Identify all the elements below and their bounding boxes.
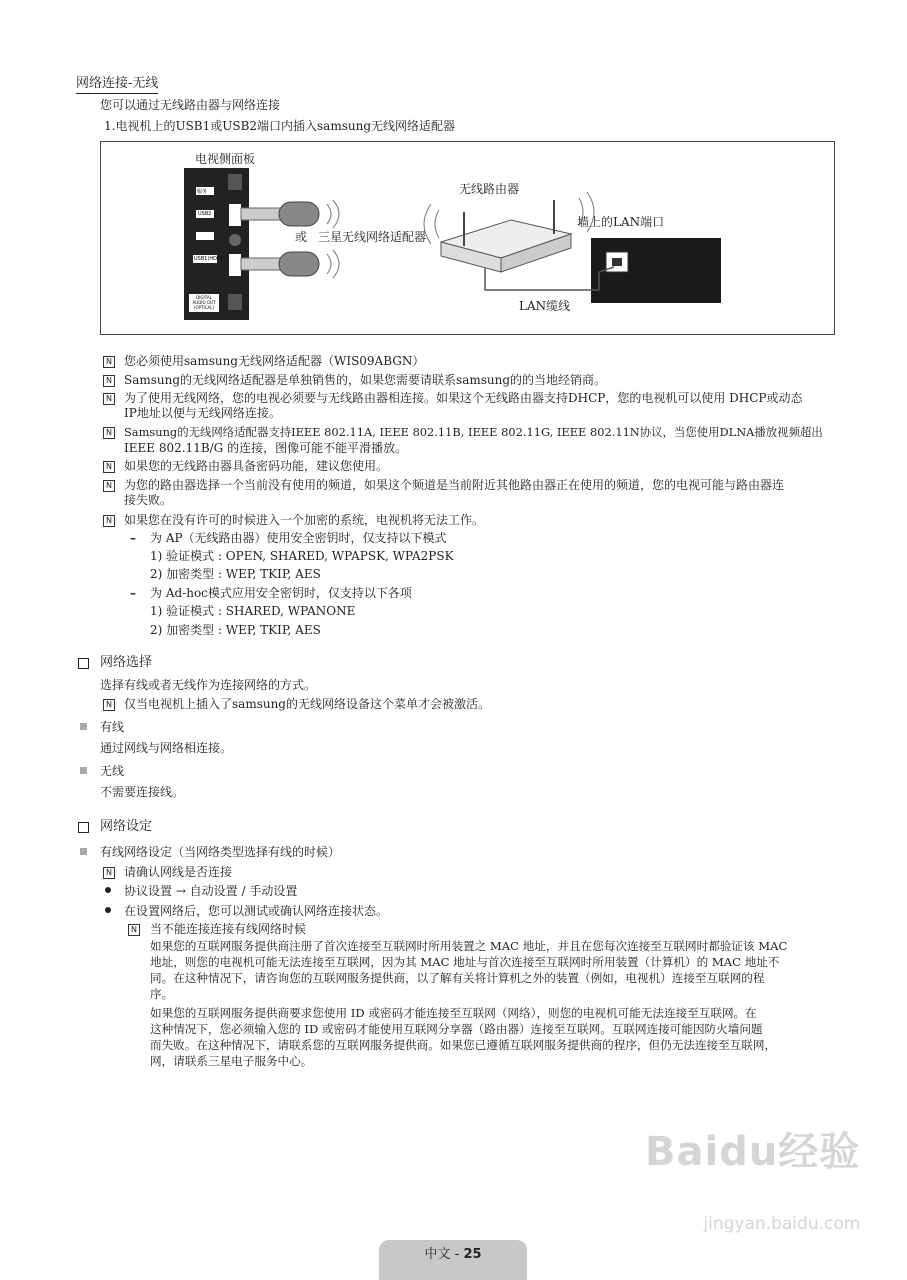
id-paragraph-line-4: 网，请联系三星电子服务中心。 (150, 1054, 313, 1068)
ap-mode-text: 为 AP（无线路由器）使用安全密钥时，仅支持以下模式 (150, 531, 447, 545)
usb2-port (229, 204, 241, 226)
note-icon: N (103, 515, 115, 527)
footer-language: 中文 - (424, 1247, 460, 1262)
adapter-connector (241, 258, 281, 270)
dash-mark: – (130, 531, 136, 545)
port-label-usb2: USB2 (198, 211, 212, 217)
wireless-adapter-usb1 (279, 252, 319, 276)
note-6-line-1: 为您的路由器选择一个当前没有使用的频道，如果这个频道是当前附近其他路由器正在使用的频道，您的电视可能与路由器连 (124, 478, 785, 492)
note-4-line-2: IEEE 802.11B/G 的连接，图像可能不能平滑播放。 (124, 441, 408, 455)
or-label: 或 (295, 230, 308, 244)
cannot-connect-note: 当不能连接连接有线网络时候 (150, 922, 307, 936)
note-3-line-1: 为了使用无线网络，您的电视必须要与无线路由器相连接。如果这个无线路由器支持DHCP，您的电视机可以使用 DHCP或动态 (124, 391, 803, 405)
adhoc-auth-mode: 1) 验证模式 : SHARED, WPANONE (150, 604, 356, 618)
note-4-line-1: Samsung的无线网络适配器支持IEEE 802.11A, IEEE 802.11B, IEEE 802.11G, IEEE 802.11N协议，当您使用DLNA播放视频超出 (124, 425, 823, 439)
page-number: 25 (463, 1247, 482, 1262)
router-label: 无线路由器 (459, 182, 520, 196)
bullet-square (80, 767, 87, 774)
baidu-watermark (645, 1130, 860, 1234)
test-connection: 在设置网络后，您可以测试或确认网络连接状态。 (124, 904, 389, 918)
port-label-service: 服务 (197, 189, 208, 195)
network-select-desc: 选择有线或者无线作为连接网络的方式。 (100, 678, 317, 692)
mac-paragraph-line-2: 地址，则您的电视机可能无法连接至互联网，因为其 MAC 地址与首次连接至互联网时所用装置（计算机）的 MAC 地址不 (150, 955, 780, 969)
wired-label: 有线 (100, 720, 125, 734)
confirm-cable-note: 请确认网线是否连接 (124, 865, 233, 879)
note-6-line-2: 接失败。 (124, 493, 173, 507)
wall-lan-label: 墙上的LAN端口 (577, 215, 665, 229)
note-icon: N (103, 356, 115, 368)
adapter-connector (241, 208, 281, 220)
router-signal (424, 204, 439, 244)
page-footer (379, 1240, 527, 1280)
adhoc-mode-text: 为 Ad-hoc模式应用安全密钥时，仅支持以下各项 (150, 586, 412, 600)
id-paragraph-line-3: 而失败。在这种情况下，请联系您的互联网服务提供商。如果您已遵循互联网服务提供商的程序，但仍无法连接至互联网， (150, 1038, 777, 1052)
usb1-port (229, 254, 241, 276)
lan-cable-label: LAN缆线 (519, 299, 571, 313)
note-icon: N (103, 461, 115, 473)
note-5: 如果您的无线路由器具备密码功能，建议您使用。 (124, 459, 389, 473)
watermark-brand: Baidu经验 (645, 1129, 861, 1175)
step-1-text: 1.电视机上的USB1或USB2端口内插入samsung无线网络适配器 (104, 119, 456, 133)
bullet-square (80, 723, 87, 730)
wired-setup-label: 有线网络设定（当网络类型选择有线的时候） (100, 845, 341, 859)
ap-encryption: 2) 加密类型 : WEP, TKIP, AES (150, 567, 321, 581)
protocol-setting: 协议设置 → 自动设置 / 手动设置 (124, 884, 298, 898)
network-setup-title: 网络设定 (100, 819, 153, 834)
note-icon: N (103, 393, 115, 405)
port-connector (228, 294, 242, 310)
id-paragraph-line-2: 这种情况下，您必须输入您的 ID 或密码才能使用互联网分享器（路由器）连接至互联网。互联网连接可能因防火墙问题 (150, 1022, 763, 1036)
tv-panel-label: 电视侧面板 (195, 152, 256, 166)
id-paragraph-line-1: 如果您的互联网服务提供商要求您使用 ID 或密码才能连接至互联网（网络），则您的电视机可能无法连接至互联网。在 (150, 1006, 757, 1020)
mac-paragraph-line-4: 序。 (150, 987, 174, 1001)
wireless-signal (327, 250, 339, 278)
section-box-icon (78, 822, 89, 833)
ap-auth-mode: 1) 验证模式 : OPEN, SHARED, WPAPSK, WPA2PSK (150, 549, 454, 563)
note-2: Samsung的无线网络适配器是单独销售的，如果您需要请联系samsung的的当地经销商。 (124, 373, 607, 387)
adhoc-encryption: 2) 加密类型 : WEP, TKIP, AES (150, 623, 321, 637)
intro-text: 您可以通过无线路由器与网络连接 (100, 98, 281, 112)
wired-desc: 通过网线与网络相连接。 (100, 741, 233, 755)
mac-paragraph-line-3: 同。在这种情况下，请咨询您的互联网服务提供商，以了解有关将计算机之外的装置（例如，电视机）连接至互联网的程 (150, 971, 765, 985)
note-icon: N (128, 924, 140, 936)
mac-paragraph-line-1: 如果您的互联网服务提供商注册了首次连接至互联网时所用装置之 MAC 地址，并且在您每次连接至互联网时都验证该 MAC (150, 939, 788, 953)
section-box-icon (78, 658, 89, 669)
page-heading: 网络连接-无线 (76, 72, 158, 94)
bullet-square (80, 848, 87, 855)
note-icon: N (103, 480, 115, 492)
port-label-box (196, 232, 214, 240)
watermark-url: jingyan.baidu.com (703, 1214, 861, 1234)
port-label-digital-audio: DIGITAL AUDIO OUT (OPTICAL) (192, 295, 216, 310)
connection-diagram (100, 141, 835, 335)
network-select-note: 仅当电视机上插入了samsung的无线网络设备这个菜单才会被激活。 (124, 697, 490, 711)
dash-mark: – (130, 586, 136, 600)
note-icon: N (103, 867, 115, 879)
wireless-signal (327, 200, 339, 228)
note-1: 您必须使用samsung无线网络适配器（WIS09ABGN） (124, 354, 425, 368)
port-label-usb1: USB1(HDD) (194, 256, 223, 262)
note-icon: N (103, 427, 115, 439)
wireless-adapter-usb2 (279, 202, 319, 226)
network-select-title: 网络选择 (100, 655, 153, 670)
port-connector (228, 174, 242, 190)
wireless-desc: 不需要连接线。 (100, 785, 185, 799)
bullet-dot (105, 887, 111, 893)
note-3-line-2: IP地址以便与无线网络连接。 (124, 406, 281, 420)
wireless-label: 无线 (100, 764, 125, 778)
adapter-label: 三星无线网络适配器 (318, 230, 427, 244)
note-icon: N (103, 375, 115, 387)
port-connector (229, 234, 241, 246)
note-icon: N (103, 699, 115, 711)
note-7: 如果您在没有许可的时候进入一个加密的系统，电视机将无法工作。 (124, 513, 485, 527)
bullet-dot (105, 907, 111, 913)
